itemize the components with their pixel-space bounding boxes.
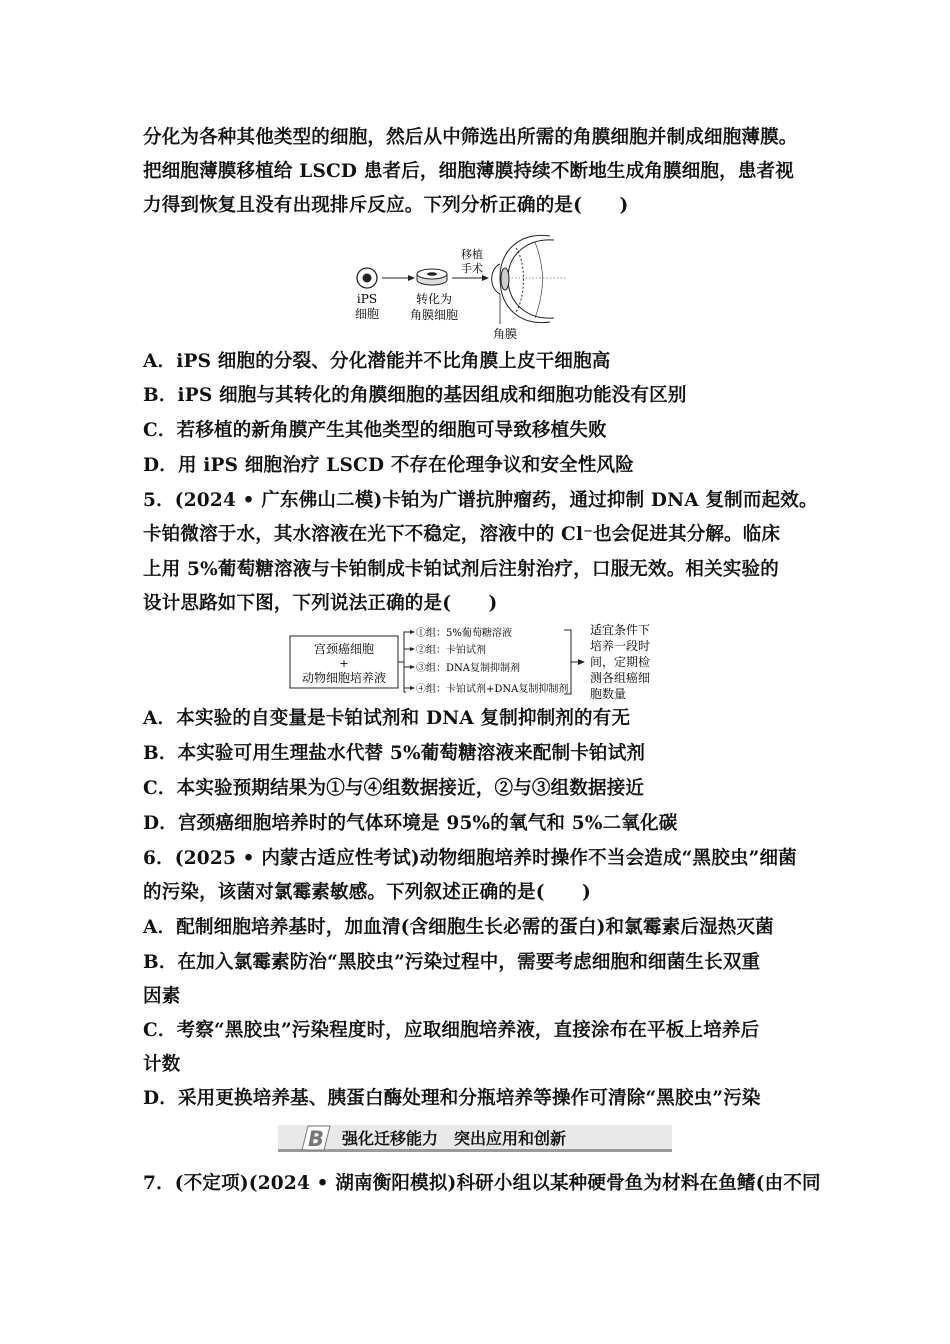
ips-label-1: iPS [356,292,378,306]
intro-line-2: 把细胞薄膜移植给 LSCD 患者后，细胞薄膜持续不断地生成角膜细胞，患者视 [143,161,794,182]
q6-option-a: A．配制细胞培养基时，加血清(含细胞生长必需的蛋白)和氯霉素后湿热灭菌 [143,917,774,938]
box-line-2: + [339,657,349,670]
eye-icon [492,235,566,322]
ips-label-2: 细胞 [354,307,380,321]
transplant-label-1: 移植 [461,248,483,261]
q5-option-a: A．本实验的自变量是卡铂试剂和 DNA 复制抑制剂的有无 [143,708,631,729]
convert-label-2: 角膜细胞 [409,308,459,322]
q4-option-a: A．iPS 细胞的分裂、分化潜能并不比角膜上皮干细胞高 [143,351,611,372]
experiment-design-figure [288,622,668,700]
q5-stem-line-3: 上用 5%葡萄糖溶液与卡铂制成卡铂试剂后注射治疗，口服无效。相关实验的 [143,559,779,580]
group-3: ③组：DNA复制抑制剂 [416,663,520,674]
group-4: ④组：卡铂试剂+DNA复制抑制剂 [416,684,569,695]
q4-option-d: D．用 iPS 细胞治疗 LSCD 不存在伦理争议和安全性风险 [143,455,634,476]
ips-cornea-figure [340,228,570,343]
q6-option-d: D．采用更换培养基、胰蛋白酶处理和分瓶培养等操作可清除“黑胶虫”污染 [143,1088,761,1109]
intro-line-1: 分化为各种其他类型的细胞，然后从中筛选出所需的角膜细胞并制成细胞薄膜。 [143,127,798,148]
box-line-1: 宫颈癌细胞 [313,642,375,656]
q5-option-d: D．宫颈癌细胞培养时的气体环境是 95%的氧气和 5%二氧化碳 [143,813,678,834]
result-line-5: 胞数量 [590,687,627,700]
banner-title: 强化迁移能力 突出应用和创新 [342,1129,567,1148]
q6-stem-line-2: 的污染，该菌对氯霉素敏感。下列叙述正确的是( ) [143,882,592,903]
q6-stem-line-1: 6．(2025 • 内蒙古适应性考试)动物细胞培养时操作不当会造成“黑胶虫”细菌 [143,848,797,869]
q5-stem-line-4: 设计思路如下图，下列说法正确的是( ) [143,593,498,614]
cornea-label: 角膜 [492,327,518,341]
group-1: ①组：5%葡萄糖溶液 [416,628,512,639]
q5-option-c: C．本实验预期结果为①与④组数据接近，②与③组数据接近 [143,778,645,799]
result-line-3: 间，定期检 [590,655,651,669]
q7-stem-line-1: 7．(不定项)(2024 • 湖南衡阳模拟)科研小组以某种硬骨鱼为材料在鱼鳍(由不同 [143,1173,821,1194]
intro-line-3: 力得到恢复且没有出现排斥反应。下列分析正确的是( ) [143,195,629,216]
q6-option-c-cont: 计数 [143,1054,181,1075]
transplant-label-2: 手术 [461,262,483,275]
q5-stem-line-1: 5．(2024 • 广东佛山二模)卡铂为广谱抗肿瘤药，通过抑制 DNA 复制而起效。 [143,490,818,511]
convert-label-1: 转化为 [415,292,453,306]
q5-option-b: B．本实验可用生理盐水代替 5%葡萄糖溶液来配制卡铂试剂 [143,743,646,764]
group-2: ②组：卡铂试剂 [416,645,486,656]
banner-letter: B [307,1127,325,1151]
cell-sheet-icon [417,269,447,285]
q6-option-b-cont: 因素 [143,986,181,1007]
box-line-3: 动物细胞培养液 [301,671,387,685]
result-line-4: 测各组癌细 [590,671,651,685]
result-line-1: 适宜条件下 [590,623,651,637]
q6-option-b: B．在加入氯霉素防治“黑胶虫”污染过程中，需要考虑细胞和细菌生长双重 [143,952,761,973]
q6-option-c: C．考察“黑胶虫”污染程度时，应取细胞培养液，直接涂布在平板上培养后 [143,1020,760,1041]
q5-stem-line-2: 卡铂微溶于水，其水溶液在光下不稳定，溶液中的 Cl⁻也会促进其分解。临床 [143,524,781,545]
q4-option-c: C．若移植的新角膜产生其他类型的细胞可导致移植失败 [143,420,607,441]
section-banner [278,1122,672,1154]
q4-option-b: B．iPS 细胞与其转化的角膜细胞的基因组成和细胞功能没有区别 [143,385,687,406]
result-line-2: 培养一段时 [590,639,651,653]
